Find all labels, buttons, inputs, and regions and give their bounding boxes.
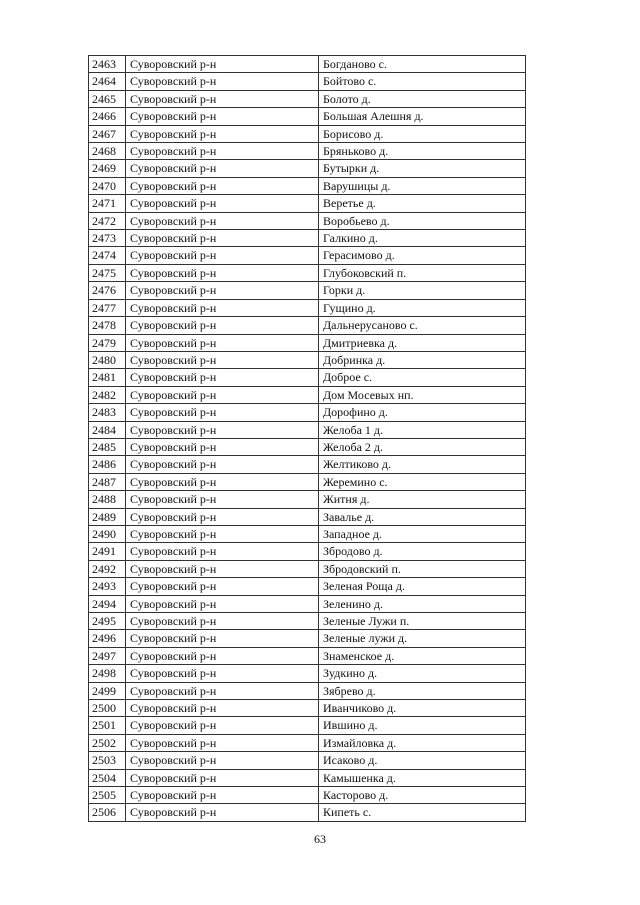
settlement-cell: Дмитриевка д. <box>319 334 526 351</box>
settlement-cell: Горки д. <box>319 282 526 299</box>
district-cell: Суворовский р-н <box>126 125 319 142</box>
district-cell: Суворовский р-н <box>126 264 319 281</box>
table-row <box>89 317 526 334</box>
row-number-cell: 2475 <box>89 264 126 281</box>
settlement-cell: Житня д. <box>319 491 526 508</box>
district-cell: Суворовский р-н <box>126 804 319 821</box>
settlement-cell: Веретье д. <box>319 195 526 212</box>
district-cell: Суворовский р-н <box>126 682 319 699</box>
district-cell: Суворовский р-н <box>126 560 319 577</box>
settlement-cell: Камышенка д. <box>319 769 526 786</box>
table-row <box>89 595 526 612</box>
row-number-cell: 2490 <box>89 525 126 542</box>
district-cell: Суворовский р-н <box>126 630 319 647</box>
table-row <box>89 386 526 403</box>
table-row <box>89 613 526 630</box>
table-row <box>89 177 526 194</box>
row-number-cell: 2472 <box>89 212 126 229</box>
settlements-table <box>88 55 526 822</box>
row-number-cell: 2470 <box>89 177 126 194</box>
district-cell: Суворовский р-н <box>126 56 319 73</box>
page-number: 63 <box>314 832 326 846</box>
settlement-cell: Исаково д. <box>319 752 526 769</box>
district-cell: Суворовский р-н <box>126 438 319 455</box>
district-cell: Суворовский р-н <box>126 647 319 664</box>
row-number-cell: 2503 <box>89 752 126 769</box>
row-number-cell: 2502 <box>89 734 126 751</box>
table-row <box>89 647 526 664</box>
district-cell: Суворовский р-н <box>126 595 319 612</box>
district-cell: Суворовский р-н <box>126 508 319 525</box>
row-number-cell: 2468 <box>89 143 126 160</box>
district-cell: Суворовский р-н <box>126 177 319 194</box>
settlement-cell: Доброе с. <box>319 369 526 386</box>
row-number-cell: 2480 <box>89 351 126 368</box>
table-row <box>89 804 526 821</box>
settlement-cell: Желоба 2 д. <box>319 438 526 455</box>
settlement-cell: Зябрево д. <box>319 682 526 699</box>
table-row <box>89 473 526 490</box>
table-row <box>89 404 526 421</box>
settlement-cell: Збродовский п. <box>319 560 526 577</box>
settlement-cell: Иванчиково д. <box>319 700 526 717</box>
settlement-cell: Добринка д. <box>319 351 526 368</box>
district-cell: Суворовский р-н <box>126 247 319 264</box>
district-cell: Суворовский р-н <box>126 386 319 403</box>
settlement-cell: Завалье д. <box>319 508 526 525</box>
settlement-cell: Збродово д. <box>319 543 526 560</box>
settlement-cell: Герасимово д. <box>319 247 526 264</box>
table-row <box>89 421 526 438</box>
table-row <box>89 299 526 316</box>
table-row <box>89 665 526 682</box>
settlement-cell: Измайловка д. <box>319 734 526 751</box>
row-number-cell: 2504 <box>89 769 126 786</box>
district-cell: Суворовский р-н <box>126 752 319 769</box>
row-number-cell: 2493 <box>89 578 126 595</box>
row-number-cell: 2484 <box>89 421 126 438</box>
row-number-cell: 2486 <box>89 456 126 473</box>
district-cell: Суворовский р-н <box>126 456 319 473</box>
row-number-cell: 2499 <box>89 682 126 699</box>
table-row <box>89 247 526 264</box>
district-cell: Суворовский р-н <box>126 491 319 508</box>
row-number-cell: 2505 <box>89 787 126 804</box>
settlement-cell: Галкино д. <box>319 230 526 247</box>
settlement-cell: Варушицы д. <box>319 177 526 194</box>
table-row <box>89 438 526 455</box>
settlement-cell: Богданово с. <box>319 56 526 73</box>
table-row <box>89 195 526 212</box>
row-number-cell: 2495 <box>89 613 126 630</box>
table-row <box>89 351 526 368</box>
table-row <box>89 160 526 177</box>
district-cell: Суворовский р-н <box>126 473 319 490</box>
row-number-cell: 2494 <box>89 595 126 612</box>
table-row <box>89 682 526 699</box>
settlement-cell: Знаменское д. <box>319 647 526 664</box>
table-row <box>89 334 526 351</box>
row-number-cell: 2497 <box>89 647 126 664</box>
settlements-table-body <box>89 56 526 822</box>
district-cell: Суворовский р-н <box>126 717 319 734</box>
settlement-cell: Болото д. <box>319 90 526 107</box>
row-number-cell: 2485 <box>89 438 126 455</box>
row-number-cell: 2506 <box>89 804 126 821</box>
settlement-cell: Кипеть с. <box>319 804 526 821</box>
district-cell: Суворовский р-н <box>126 230 319 247</box>
table-row <box>89 734 526 751</box>
table-row <box>89 264 526 281</box>
settlement-cell: Желоба 1 д. <box>319 421 526 438</box>
settlement-cell: Желтиково д. <box>319 456 526 473</box>
table-row <box>89 282 526 299</box>
row-number-cell: 2474 <box>89 247 126 264</box>
district-cell: Суворовский р-н <box>126 578 319 595</box>
settlement-cell: Зеленые лужи д. <box>319 630 526 647</box>
row-number-cell: 2492 <box>89 560 126 577</box>
settlement-cell: Касторово д. <box>319 787 526 804</box>
row-number-cell: 2463 <box>89 56 126 73</box>
district-cell: Суворовский р-н <box>126 195 319 212</box>
district-cell: Суворовский р-н <box>126 143 319 160</box>
row-number-cell: 2481 <box>89 369 126 386</box>
settlement-cell: Дорофино д. <box>319 404 526 421</box>
row-number-cell: 2477 <box>89 299 126 316</box>
table-row <box>89 752 526 769</box>
district-cell: Суворовский р-н <box>126 665 319 682</box>
district-cell: Суворовский р-н <box>126 613 319 630</box>
table-row <box>89 508 526 525</box>
table-row <box>89 125 526 142</box>
district-cell: Суворовский р-н <box>126 282 319 299</box>
row-number-cell: 2498 <box>89 665 126 682</box>
row-number-cell: 2483 <box>89 404 126 421</box>
settlement-cell: Гущино д. <box>319 299 526 316</box>
row-number-cell: 2487 <box>89 473 126 490</box>
district-cell: Суворовский р-н <box>126 212 319 229</box>
table-row <box>89 73 526 90</box>
row-number-cell: 2476 <box>89 282 126 299</box>
district-cell: Суворовский р-н <box>126 404 319 421</box>
row-number-cell: 2489 <box>89 508 126 525</box>
table-row <box>89 56 526 73</box>
table-row <box>89 491 526 508</box>
district-cell: Суворовский р-н <box>126 700 319 717</box>
table-row <box>89 525 526 542</box>
district-cell: Суворовский р-н <box>126 73 319 90</box>
row-number-cell: 2478 <box>89 317 126 334</box>
settlement-cell: Ившино д. <box>319 717 526 734</box>
district-cell: Суворовский р-н <box>126 734 319 751</box>
row-number-cell: 2500 <box>89 700 126 717</box>
table-row <box>89 630 526 647</box>
district-cell: Суворовский р-н <box>126 160 319 177</box>
district-cell: Суворовский р-н <box>126 421 319 438</box>
settlement-cell: Борисово д. <box>319 125 526 142</box>
district-cell: Суворовский р-н <box>126 351 319 368</box>
settlement-cell: Жеремино с. <box>319 473 526 490</box>
row-number-cell: 2482 <box>89 386 126 403</box>
row-number-cell: 2491 <box>89 543 126 560</box>
row-number-cell: 2479 <box>89 334 126 351</box>
table-row <box>89 717 526 734</box>
district-cell: Суворовский р-н <box>126 369 319 386</box>
table-row <box>89 787 526 804</box>
settlement-cell: Дальнерусаново с. <box>319 317 526 334</box>
settlement-cell: Западное д. <box>319 525 526 542</box>
table-row <box>89 578 526 595</box>
settlement-cell: Глубоковский п. <box>319 264 526 281</box>
row-number-cell: 2469 <box>89 160 126 177</box>
table-row <box>89 456 526 473</box>
district-cell: Суворовский р-н <box>126 543 319 560</box>
row-number-cell: 2464 <box>89 73 126 90</box>
table-row <box>89 560 526 577</box>
table-row <box>89 90 526 107</box>
settlement-cell: Бряньково д. <box>319 143 526 160</box>
row-number-cell: 2465 <box>89 90 126 107</box>
row-number-cell: 2501 <box>89 717 126 734</box>
settlement-cell: Бойтово с. <box>319 73 526 90</box>
district-cell: Суворовский р-н <box>126 525 319 542</box>
row-number-cell: 2473 <box>89 230 126 247</box>
settlement-cell: Воробьево д. <box>319 212 526 229</box>
district-cell: Суворовский р-н <box>126 108 319 125</box>
table-row <box>89 769 526 786</box>
table-row <box>89 143 526 160</box>
table-row <box>89 543 526 560</box>
district-cell: Суворовский р-н <box>126 787 319 804</box>
district-cell: Суворовский р-н <box>126 334 319 351</box>
settlement-cell: Зеленые Лужи п. <box>319 613 526 630</box>
settlement-cell: Бутырки д. <box>319 160 526 177</box>
table-row <box>89 108 526 125</box>
row-number-cell: 2471 <box>89 195 126 212</box>
table-row <box>89 212 526 229</box>
settlement-cell: Зеленино д. <box>319 595 526 612</box>
row-number-cell: 2488 <box>89 491 126 508</box>
table-row <box>89 369 526 386</box>
settlement-cell: Большая Алешня д. <box>319 108 526 125</box>
district-cell: Суворовский р-н <box>126 90 319 107</box>
row-number-cell: 2466 <box>89 108 126 125</box>
district-cell: Суворовский р-н <box>126 769 319 786</box>
table-row <box>89 700 526 717</box>
settlement-cell: Дом Мосевых нп. <box>319 386 526 403</box>
row-number-cell: 2467 <box>89 125 126 142</box>
table-row <box>89 230 526 247</box>
district-cell: Суворовский р-н <box>126 299 319 316</box>
settlement-cell: Зудкино д. <box>319 665 526 682</box>
settlement-cell: Зеленая Роща д. <box>319 578 526 595</box>
district-cell: Суворовский р-н <box>126 317 319 334</box>
row-number-cell: 2496 <box>89 630 126 647</box>
